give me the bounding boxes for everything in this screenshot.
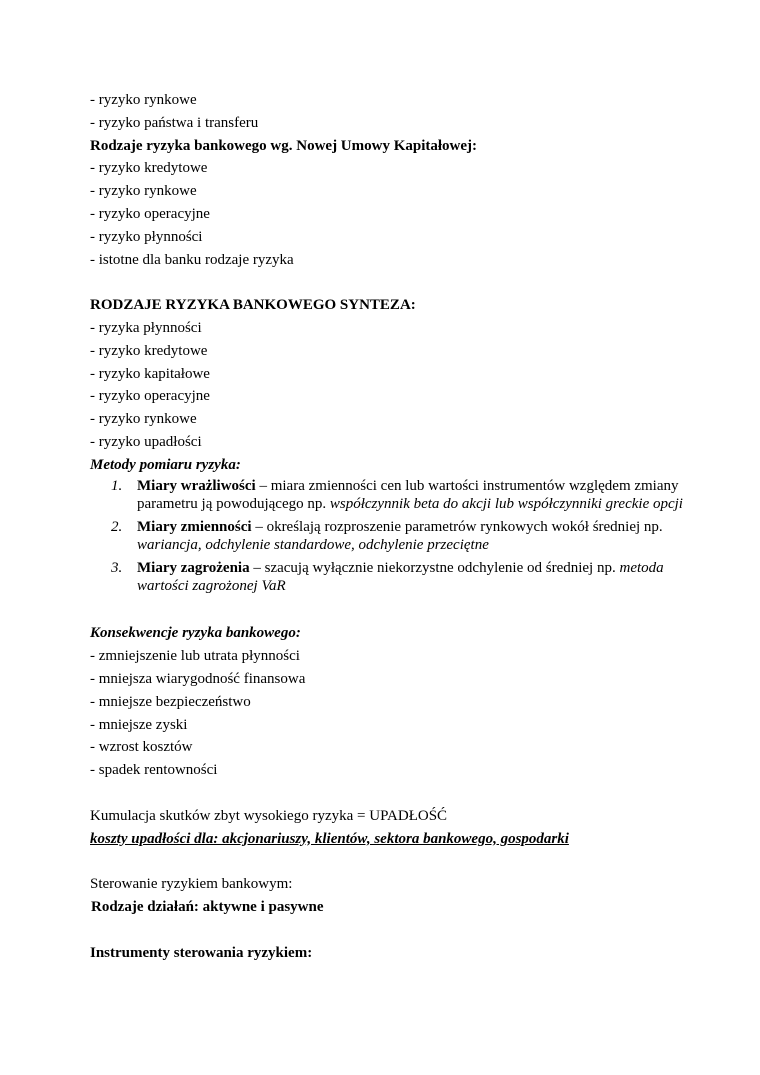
spacer [90, 782, 690, 805]
method-item [90, 477, 690, 514]
spacer [90, 850, 690, 873]
method-example: metoda wartości zagrożonej VaR [137, 559, 664, 595]
method-term: Miary wrażliwości [137, 477, 256, 494]
list-item: - ryzyko kapitałowe [90, 365, 210, 382]
cumulation-text: Kumulacja skutków zbyt wysokiego ryzyka = UPADŁOŚĆ [90, 807, 448, 824]
list-item: - ryzyko rynkowe [90, 411, 197, 428]
bankruptcy-costs: koszty upadłości dla: akcjonariuszy, klientów, sektora bankowego, gospodarki [90, 830, 569, 847]
list-item: - wzrost kosztów [90, 739, 193, 756]
list-item: - ryzyko rynkowe [90, 92, 197, 108]
list-item: - mniejsze zyski [90, 716, 188, 733]
method-item [90, 518, 690, 555]
list-item: - ryzyko upadłości [90, 433, 202, 450]
list-item: - zmniejszenie lub utrata płynności [90, 648, 300, 665]
list-item: - ryzyko państwa i transferu [90, 114, 259, 131]
list-item: - ryzyko płynności [90, 228, 203, 245]
method-description: – miara zmienności cen lub wartości instrumentów względem zmiany parametru ją powodującego np. [137, 477, 679, 513]
consequences-heading: Konsekwencje ryzyka bankowego: [90, 625, 301, 642]
method-example: wariancja, odchylenie standardowe, odchylenie przeciętne [137, 537, 489, 554]
list-item: - ryzyko kredytowe [90, 160, 208, 177]
list-item: - ryzyko operacyjne [90, 205, 210, 222]
method-description: – szacują wyłącznie niekorzystne odchylenie od średniej np. [249, 559, 620, 576]
spacer [90, 600, 690, 623]
document-content [90, 89, 690, 964]
spacer [90, 271, 690, 294]
method-example: współczynnik beta do akcji lub współczynniki greckie opcji [329, 496, 683, 513]
method-description: – określają rozproszenie parametrów rynkowych wokół średniej np. [251, 518, 663, 535]
instruments-heading: Instrumenty sterowania ryzykiem: [90, 944, 313, 961]
method-number: 3. [111, 559, 123, 576]
method-number: 2. [111, 518, 123, 535]
list-item: - ryzyko kredytowe [90, 342, 208, 359]
spacer [90, 919, 690, 942]
list-item: - ryzyka płynności [90, 319, 202, 336]
method-number: 1. [111, 477, 123, 494]
list-item: - ryzyko rynkowe [90, 183, 197, 200]
list-item: - ryzyko operacyjne [90, 388, 210, 405]
synteza-heading: RODZAJE RYZYKA BANKOWEGO SYNTEZA: [90, 297, 416, 314]
list-item: - istotne dla banku rodzaje ryzyka [90, 251, 294, 268]
list-item: - mniejsza wiarygodność finansowa [90, 670, 306, 687]
methods-list [90, 477, 690, 596]
method-term: Miary zagrożenia [137, 559, 250, 576]
steering-text: Sterowanie ryzykiem bankowym: [90, 876, 293, 893]
method-term: Miary zmienności [137, 518, 252, 535]
actions-text: Rodzaje działań: aktywne i pasywne [91, 898, 324, 915]
nuk-heading: Rodzaje ryzyka bankowego wg. Nowej Umowy Kapitałowej: [90, 137, 478, 154]
list-item: - mniejsze bezpieczeństwo [90, 693, 251, 710]
method-item [90, 559, 690, 596]
list-item: - spadek rentowności [90, 762, 218, 779]
methods-heading: Metody pomiaru ryzyka: [90, 456, 241, 473]
